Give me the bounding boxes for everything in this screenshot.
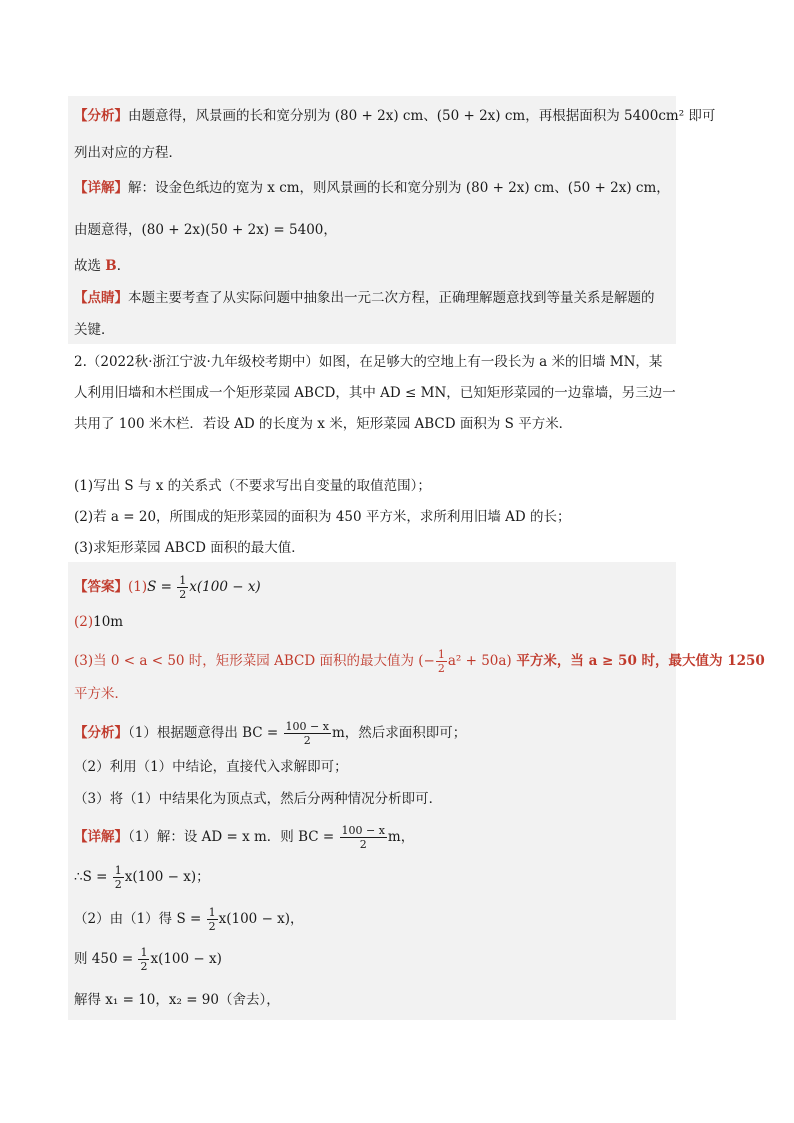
- q2-sub-3: [74, 538, 674, 558]
- q2-line-1: [74, 352, 674, 372]
- analysis-1-pre: （1）根据题意得出 BC =: [128, 725, 283, 741]
- answer-1-rhs: x(100 − x): [189, 579, 261, 595]
- analysis-2: （2）利用（1）中结论，直接代入求解即可；: [74, 759, 348, 775]
- q2-sub-1: [74, 476, 674, 496]
- detail-line-4: [74, 946, 674, 973]
- detail-tag: 【详解】: [74, 829, 128, 845]
- half-fraction: $\frac{1}{2}$: [179, 574, 187, 601]
- detail-5: 解得 x₁ = 10，x₂ = 90（舍去），: [74, 992, 280, 1008]
- fenxi-text-1: 由题意得，风景画的长和宽分别为 (80 + 2x) cm、(50 + 2x) cm，再根据面积为 5400cm² 即可: [128, 108, 716, 124]
- detail-1-pre: （1）解：设 AD = x m．则 BC =: [128, 829, 339, 845]
- detail-2-pre: ∴S =: [74, 869, 112, 885]
- analysis-3: （3）将（1）中结果化为顶点式，然后分两种情况分析即可．: [74, 791, 443, 807]
- answer-line-1: [74, 574, 674, 601]
- analysis-line-2: [74, 757, 674, 777]
- half-fraction: $\frac{1}{2}$: [208, 906, 216, 933]
- bc-fraction: $\frac{100 - x}{2}$: [341, 824, 385, 851]
- choice-value: B: [105, 258, 117, 274]
- answer-3-mid: a² + 50a): [447, 653, 512, 669]
- detail-line-5: [74, 990, 674, 1010]
- analysis-line-1: [74, 720, 674, 747]
- q2-line-3: [74, 414, 674, 434]
- dianjing-line-1: [74, 288, 674, 308]
- q2-sub-3-text: (3)求矩形菜园 ABCD 面积的最大值．: [74, 540, 305, 556]
- half-fraction: $\frac{1}{2}$: [140, 946, 148, 973]
- detail-4-pre: 则 450 =: [74, 951, 138, 967]
- dianjing-text-1: 本题主要考查了从实际问题中抽象出一元二次方程，正确理解题意找到等量关系是解题的: [128, 290, 655, 306]
- answer-1-lhs: S =: [147, 579, 177, 595]
- q2-sub-2-text: (2)若 a = 20，所围成的矩形菜园的面积为 450 平方米，求所利用旧墙 AD 的长；: [74, 509, 571, 525]
- analysis-tag: 【分析】: [74, 725, 128, 741]
- half-fraction: $\frac{1}{2}$: [114, 864, 122, 891]
- answer-line-2: [74, 612, 674, 632]
- detail-3-post: x(100 − x)，: [218, 911, 304, 927]
- fenxi-line-1: [74, 106, 716, 126]
- analysis-1-post: m，然后求面积即可；: [331, 725, 467, 741]
- xiangjie-tag: 【详解】: [74, 180, 128, 196]
- fenxi-tag: 【分析】: [74, 108, 128, 124]
- answer-2-prefix: (2): [74, 614, 94, 630]
- q2-sub-1-text: (1)写出 S 与 x 的关系式（不要求写出自变量的取值范围）；: [74, 478, 431, 494]
- dianjing-text-2: 关键．: [74, 322, 115, 338]
- answer-1-prefix: (1): [128, 579, 148, 595]
- detail-3-pre: （2）由（1）得 S =: [74, 911, 206, 927]
- answer-line-3: [74, 648, 765, 675]
- fenxi-text-2: 列出对应的方程．: [74, 145, 182, 161]
- choice-prefix: 故选: [74, 258, 106, 274]
- bc-fraction: $\frac{100 - x}{2}$: [285, 720, 329, 747]
- answer-2-value: 10m: [93, 614, 124, 630]
- q2-sub-2: [74, 507, 674, 527]
- detail-line-1: [74, 824, 674, 851]
- answer-tag: 【答案】: [74, 579, 128, 595]
- detail-1-post: m，: [387, 829, 415, 845]
- q2-line-2: [74, 383, 674, 403]
- detail-2-post: x(100 − x)；: [124, 869, 210, 885]
- xiangjie-line-2: [74, 220, 674, 240]
- q2-text-2: 人利用旧墙和木栏围成一个矩形菜园 ABCD，其中 AD ≤ MN，已知矩形菜园的一边靠墙，另三边一: [74, 385, 676, 401]
- answer-3-post: 平方米，当 a ≥ 50 时，最大值为 1250: [511, 653, 765, 669]
- choice-line: [74, 256, 674, 276]
- xiangjie-text-1: 解：设金色纸边的宽为 x cm，则风景画的长和宽分别为 (80 + 2x) cm、(50 + 2x) cm，: [128, 180, 670, 196]
- dianjing-tag: 【点睛】: [74, 290, 128, 306]
- detail-line-2: [74, 864, 674, 891]
- xiangjie-line-1: [74, 178, 674, 198]
- xiangjie-text-2: 由题意得，(80 + 2x)(50 + 2x) = 5400，: [74, 222, 337, 238]
- dianjing-line-2: [74, 320, 674, 340]
- choice-suffix: ．: [116, 258, 131, 274]
- detail-4-post: x(100 − x): [150, 951, 222, 967]
- half-fraction: $\frac{1}{2}$: [437, 648, 445, 675]
- q2-text-3: 共用了 100 米木栏．若设 AD 的长度为 x 米，矩形菜园 ABCD 面积为 S 平方米．: [74, 416, 573, 432]
- answer-3-pre: (3)当 0 < a < 50 时，矩形菜园 ABCD 面积的最大值为 (−: [74, 653, 435, 669]
- detail-line-3: [74, 906, 674, 933]
- answer-line-4: [74, 684, 674, 704]
- fenxi-line-2: [74, 143, 674, 163]
- analysis-line-3: [74, 789, 674, 809]
- q2-text-1: 2.（2022秋·浙江宁波·九年级校考期中）如图，在足够大的空地上有一段长为 a 米的旧墙 MN，某: [74, 354, 663, 370]
- answer-3-l2: 平方米．: [74, 686, 128, 702]
